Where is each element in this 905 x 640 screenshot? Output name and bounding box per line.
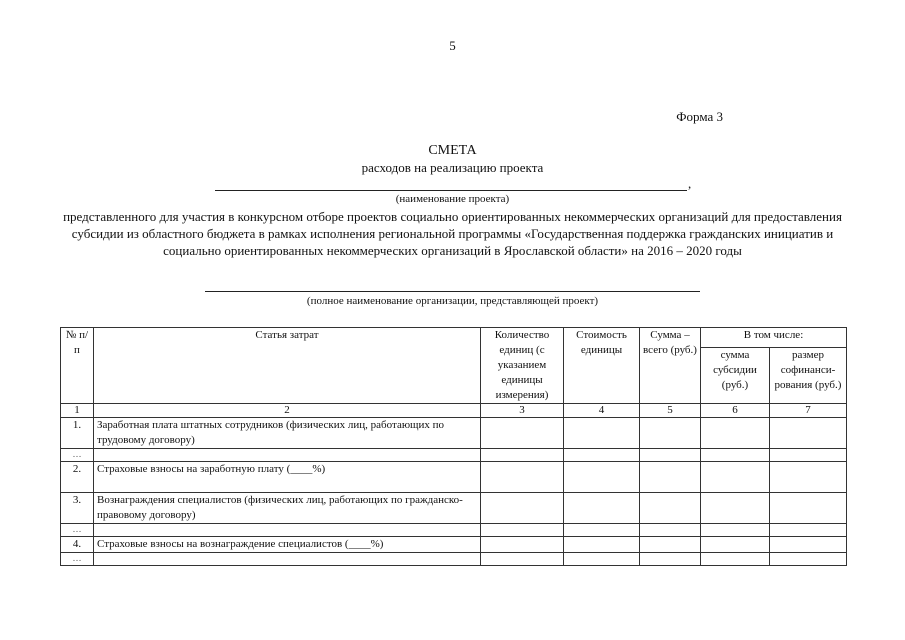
row-number: 4. (61, 537, 94, 553)
row-number: … (61, 449, 94, 462)
empty-cell[interactable] (564, 524, 640, 537)
column-index-row (61, 404, 847, 418)
empty-cell[interactable] (770, 553, 847, 566)
organization-name-caption: (полное наименование организации, представляющей проект) (306, 295, 599, 307)
empty-cell[interactable] (640, 537, 701, 553)
header-including: В том числе: (701, 328, 847, 348)
table-row (61, 493, 847, 524)
empty-cell[interactable] (640, 493, 701, 524)
cost-estimate-table (60, 327, 847, 566)
document-subtitle: расходов на реализацию проекта (361, 160, 544, 175)
header-article: Статья затрат (94, 328, 481, 404)
index-cell: 7 (770, 404, 847, 418)
index-cell: 1 (61, 404, 94, 418)
index-cell: 4 (564, 404, 640, 418)
row-article: Вознаграждения специалистов (физических лиц, работающих по гражданско-правовому договору) (94, 493, 481, 524)
document-title: СМЕТА (428, 143, 477, 158)
row-article (94, 553, 481, 566)
project-comma: , (688, 176, 692, 191)
empty-cell[interactable] (770, 418, 847, 449)
empty-cell[interactable] (770, 493, 847, 524)
header-num: № п/п (61, 328, 94, 404)
table-header-row (61, 328, 847, 348)
row-number: … (61, 524, 94, 537)
project-name-line (215, 190, 687, 191)
empty-cell[interactable] (481, 493, 564, 524)
empty-cell[interactable] (564, 418, 640, 449)
table-row (61, 553, 847, 566)
project-name-caption: (наименование проекта) (395, 193, 510, 205)
empty-cell[interactable] (640, 449, 701, 462)
empty-cell[interactable] (564, 553, 640, 566)
empty-cell[interactable] (481, 524, 564, 537)
row-article: Страховые взносы на вознаграждение специалистов (____%) (94, 537, 481, 553)
empty-cell[interactable] (701, 449, 770, 462)
organization-name-line (205, 291, 700, 292)
empty-cell[interactable] (640, 418, 701, 449)
index-cell: 6 (701, 404, 770, 418)
table-row (61, 524, 847, 537)
empty-cell[interactable] (481, 462, 564, 493)
row-number: 1. (61, 418, 94, 449)
empty-cell[interactable] (481, 418, 564, 449)
row-number: … (61, 553, 94, 566)
empty-cell[interactable] (770, 449, 847, 462)
row-article (94, 524, 481, 537)
header-total: Сумма – всего (руб.) (640, 328, 701, 404)
header-unit-cost: Стоимость единицы (564, 328, 640, 404)
document-description: представленного для участия в конкурсном отборе проектов социально ориентированных некоммерческих организаций для предоставления субсидии из областного бюджета в рамках исполнения региональной программы «Государственная поддержка гражданских инициатив и социально ориентированных некоммерческих организаций в Ярославской области» на 2016 – 2020 годы (63, 209, 842, 258)
empty-cell[interactable] (701, 524, 770, 537)
row-article (94, 449, 481, 462)
index-cell: 3 (481, 404, 564, 418)
empty-cell[interactable] (770, 524, 847, 537)
empty-cell[interactable] (640, 553, 701, 566)
row-article: Страховые взносы на заработную плату (____%) (94, 462, 481, 493)
page-number: 5 (449, 38, 456, 53)
index-cell: 5 (640, 404, 701, 418)
empty-cell[interactable] (640, 462, 701, 493)
empty-cell[interactable] (481, 449, 564, 462)
row-number: 2. (61, 462, 94, 493)
form-label: Форма 3 (676, 109, 723, 124)
row-number: 3. (61, 493, 94, 524)
empty-cell[interactable] (701, 553, 770, 566)
empty-cell[interactable] (564, 537, 640, 553)
empty-cell[interactable] (481, 537, 564, 553)
header-cofinancing: размер софинанси-рования (руб.) (770, 347, 847, 403)
empty-cell[interactable] (640, 524, 701, 537)
empty-cell[interactable] (564, 449, 640, 462)
empty-cell[interactable] (701, 537, 770, 553)
empty-cell[interactable] (564, 493, 640, 524)
table-row (61, 449, 847, 462)
empty-cell[interactable] (701, 418, 770, 449)
header-subsidy: сумма субсидии (руб.) (701, 347, 770, 403)
empty-cell[interactable] (564, 462, 640, 493)
table-row (61, 418, 847, 449)
empty-cell[interactable] (770, 462, 847, 493)
empty-cell[interactable] (701, 493, 770, 524)
index-cell: 2 (94, 404, 481, 418)
row-article: Заработная плата штатных сотрудников (физических лиц, работающих по трудовому договору) (94, 418, 481, 449)
table-row (61, 537, 847, 553)
header-quantity: Количество единиц (с указанием единицы измерения) (481, 328, 564, 404)
empty-cell[interactable] (770, 537, 847, 553)
empty-cell[interactable] (481, 553, 564, 566)
table-row (61, 462, 847, 493)
empty-cell[interactable] (701, 462, 770, 493)
